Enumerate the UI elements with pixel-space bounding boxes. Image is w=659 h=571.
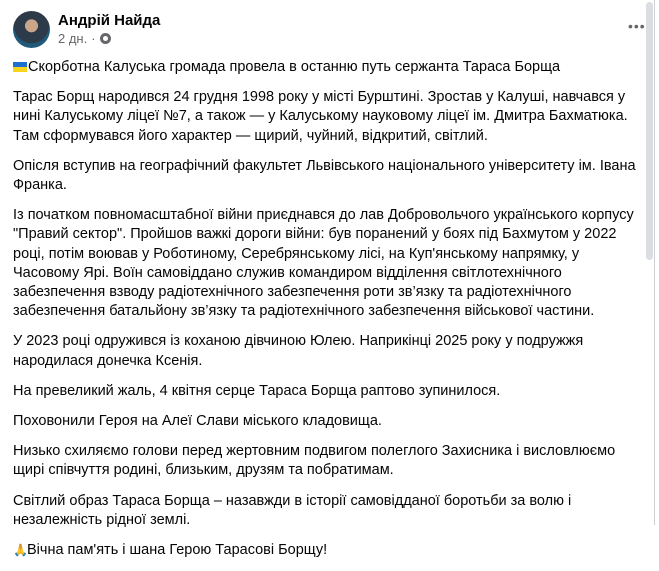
globe-icon (100, 33, 111, 44)
scrollbar[interactable] (645, 0, 654, 525)
praying-hands-icon: 🙏 (13, 543, 28, 558)
post-body (13, 58, 643, 571)
post-meta (58, 31, 111, 46)
post-time[interactable]: 2 дн. (58, 31, 88, 46)
paragraph: У 2023 році одружився із коханою дівчиною Юлею. Наприкінці 2025 року у подружжя народилася донечка Ксенія. (13, 333, 584, 369)
post-title-line (13, 58, 643, 77)
more-options-button[interactable]: ••• (628, 18, 646, 34)
closing-text: Вічна пам'ять і шана Герою Тарасові Борщу! (27, 542, 328, 559)
post-title: Скорботна Калуська громада провела в останню путь сержанта Тараса Борща (28, 59, 561, 75)
paragraph: Поховонили Героя на Алеї Слави міського кладовища. (13, 413, 382, 430)
scrollbar-thumb[interactable] (646, 2, 653, 260)
meta-separator: · (91, 31, 96, 46)
paragraph: Опісля вступив на географічний факультет Львівського національного університету ім. Івана Франка. (13, 157, 636, 194)
paragraph: Світлий образ Тараса Борща – назавжди в історії самовідданої боротьби за волю і незалежність рідної землі. (13, 492, 572, 528)
closing-line (13, 541, 643, 560)
paragraph: На превеликий жаль, 4 квітня серце Тараса Борща раптово зупинилося. (13, 382, 501, 399)
paragraph: Низько схиляємо голови перед жертовним подвигом полеглого Захисника і висловлюємо щирі співчуття родині, близьким, друзям та побратимам. (13, 443, 616, 479)
paragraph: Із початком повномасштабної війни приєднався до лав Добровольчого українського корпусу "Правий сектор". Пройшов важкі дороги війни: був поранений у боях під Бахмутом у 2022 році, потім воював у Роботиному, Серебрянському лісі, на Куп'янському напрямку, у Часовому Ярі. Воїн самовіддано служив командиром відділення світлотехнічного забезпечення взводу радіотехнічного забезпечення роти зв’язку та радіотехнічного забезпечення батальйону зв’язку та радіотехнічного забезпечення військової частини. (13, 207, 634, 320)
author-avatar[interactable] (13, 11, 50, 48)
author-name[interactable]: Андрій Найда (58, 12, 161, 29)
ukraine-flag-icon (13, 62, 27, 72)
paragraph: Тарас Борщ народився 24 грудня 1998 року у місті Бурштині. Зростав у Калуші, навчався у нині Калуському ліцеї №7, а також — у Калуському науковому ліцеї ім. Дмитра Бахматюка. Там сформувався його характер — щирий, чуйний, відкритий, світлий. (13, 89, 628, 144)
